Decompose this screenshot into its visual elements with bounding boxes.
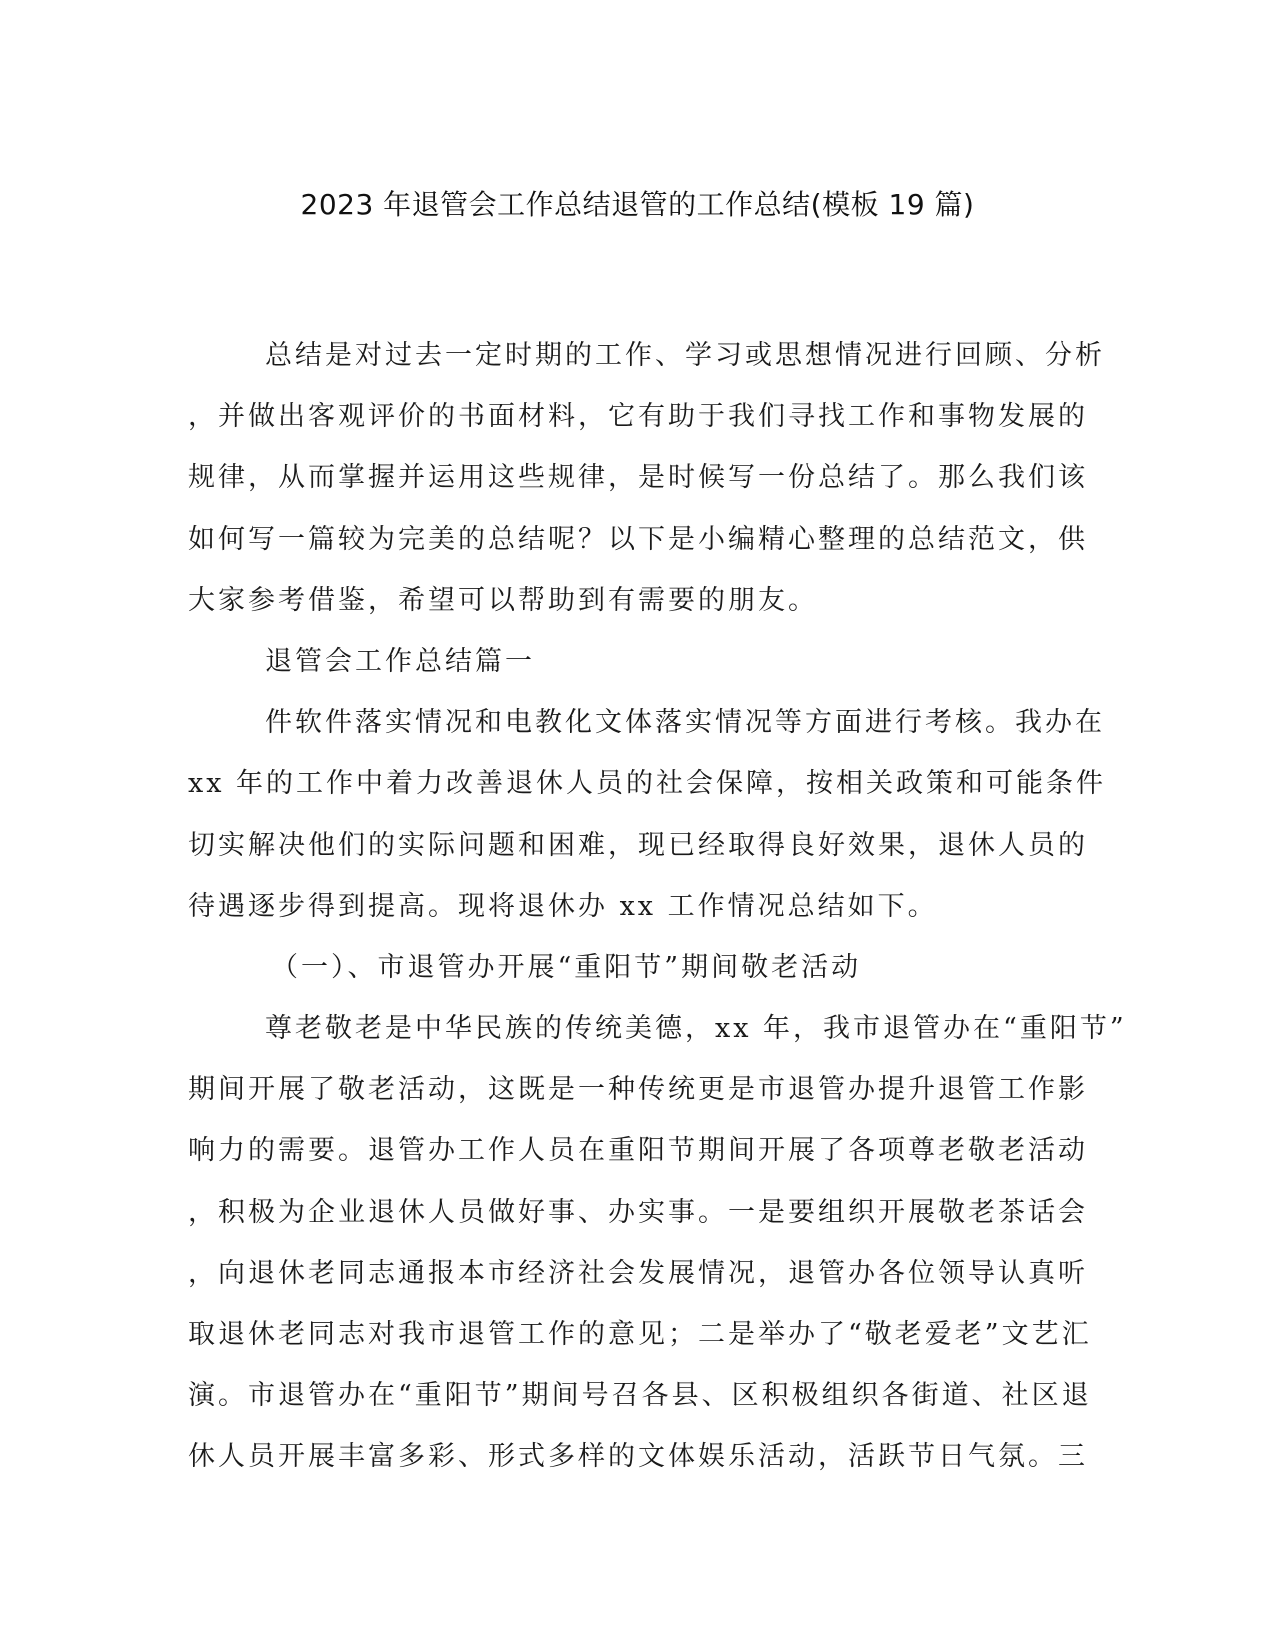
text-line: 切实解决他们的实际问题和困难，现已经取得良好效果，退休人员的 xyxy=(188,829,1088,861)
text-line: ，向退休老同志通报本市经济社会发展情况，退管办各位领导认真听 xyxy=(188,1257,1088,1289)
text-line: 总结是对过去一定时期的工作、学习或思想情况进行回顾、分析 xyxy=(265,340,1105,371)
text-line: ，积极为企业退休人员做好事、办实事。一是要组织开展敬老茶话会 xyxy=(188,1196,1088,1228)
text-line: 规律，从而掌握并运用这些规律，是时候写一份总结了。那么我们该 xyxy=(188,462,1088,494)
text-line: 待遇逐步得到提高。现将退休办 xx 工作情况总结如下。 xyxy=(188,890,938,922)
text-line: xx 年的工作中着力改善退休人员的社会保障，按相关政策和可能条件 xyxy=(188,768,1107,800)
text-line: ，并做出客观评价的书面材料，它有助于我们寻找工作和事物发展的 xyxy=(188,401,1088,433)
document-title: 2023 年退管会工作总结退管的工作总结(模板 19 篇) xyxy=(300,188,975,221)
text-line: 休人员开展丰富多彩、形式多样的文体娱乐活动，活跃节日气氛。三 xyxy=(188,1441,1088,1473)
text-line: （一）、市退管办开展“重阳节”期间敬老活动 xyxy=(271,951,862,983)
text-line: 期间开展了敬老活动，这既是一种传统更是市退管办提升退管工作影 xyxy=(188,1074,1088,1106)
text-line: 件软件落实情况和电教化文体落实情况等方面进行考核。我办在 xyxy=(265,707,1105,739)
text-line: 如何写一篇较为完美的总结呢？以下是小编精心整理的总结范文，供 xyxy=(188,523,1088,555)
text-line: 退管会工作总结篇一 xyxy=(265,645,535,677)
text-line: 大家参考借鉴，希望可以帮助到有需要的朋友。 xyxy=(188,584,818,616)
text-line: 取退休老同志对我市退管工作的意见；二是举办了“敬老爱老”文艺汇 xyxy=(188,1319,1092,1350)
document-body xyxy=(188,325,1127,1488)
text-line: 响力的需要。退管办工作人员在重阳节期间开展了各项尊老敬老活动 xyxy=(188,1135,1088,1167)
text-line: 尊老敬老是中华民族的传统美德，xx 年，我市退管办在“重阳节” xyxy=(265,1013,1127,1045)
text-line: 演。市退管办在“重阳节”期间号召各县、区积极组织各街道、社区退 xyxy=(188,1380,1092,1412)
